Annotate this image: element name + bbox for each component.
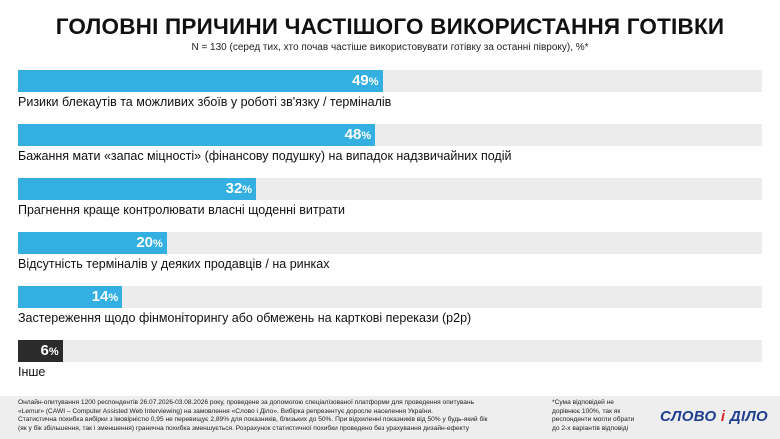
bar-row [18,70,762,110]
sum-note [552,399,652,433]
bar-value-unit: % [153,238,163,250]
bar-value-number: 14 [91,288,109,305]
methodology-note [18,399,530,433]
footer [0,396,780,439]
methodology-line: «Lemur» (CAWI – Computer Assisted Web Interviewing) на замовлення «Слово і Діло». Вибірка репрезентує доросле населення України. [18,407,433,415]
bar-value-label [345,126,371,144]
methodology-line: Онлайн-опитування 1200 респондентів 26.07.2026-03.08.2026 року, проведене за допомогою спеціалізованої платформи для проведення опитувань [18,399,475,406]
bar-row [18,232,762,272]
bar-row [18,178,762,218]
bar-value-label [92,288,118,306]
bar-value-unit: % [361,130,372,142]
bar-value-number: 48 [344,126,362,143]
bar-value-number: 6 [40,342,49,359]
brand-logo [660,408,768,425]
bar-track [18,124,762,146]
methodology-line: Статистична похибка вибірки з імовірністю 0,95 не перевищує 2,89% для показників, близьких до 50%. При відхиленні показників від 50% у будь-який бік [18,416,488,423]
bar [18,178,256,200]
bar-value-number: 49 [352,72,369,89]
bar-category-label: Інше [18,365,46,379]
bar-value-unit: % [48,346,59,358]
bar-value-unit: % [368,76,379,88]
bar [18,286,122,308]
bar-track [18,286,762,308]
bar-value-number: 20 [136,234,154,251]
bar-track [18,340,762,362]
bar-track [18,70,762,92]
bar-value-unit: % [108,292,119,304]
bar-value-label [226,180,252,198]
sum-note-line: до 2-х варіантів відповіді [552,424,629,432]
chart-subtitle: N = 130 (серед тих, хто почав частіше використовувати готівку за останні півроку), %* [191,42,589,53]
logo-word-left: СЛОВО [660,408,717,425]
bar-value-label [352,72,378,90]
bar-category-label: Прагнення краще контролювати власні щоденні витрати [18,203,345,217]
bar-value-label [136,234,162,252]
bar-value-unit: % [242,184,253,196]
sum-note-line: дорівнює 100%, так як [552,407,621,415]
bar-category-label: Бажання мати «запас міцності» (фінансову подушку) на випадок надзвичайних подій [18,149,512,163]
methodology-line: (як у бік збільшення, так і зменшення) гранична похибка зменшується. Розрахунок статистичної похибки проведено без урахування дизайн-ефекту [18,424,469,432]
bar-track [18,232,762,254]
bar-row [18,124,762,164]
sum-note-line: *Сума відповідей не [552,399,614,406]
bar-category-label: Ризики блекаутів та можливих збоїв у роботі зв'язку / терміналів [18,95,392,109]
bar-category-label: Застереження щодо фінмоніторингу або обмежень на карткові перекази (р2р) [18,311,472,325]
bar [18,70,383,92]
bar [18,340,63,362]
bar-value-number: 32 [225,180,243,197]
sum-note-line: респонденти могли обрати [552,416,635,423]
page-title: ГОЛОВНІ ПРИЧИНИ ЧАСТІШОГО ВИКОРИСТАННЯ ГОТІВКИ [55,14,725,39]
bar [18,232,167,254]
bar-track [18,178,762,200]
logo-word-right: ДІЛО [729,408,769,425]
bar-category-label: Відсутність терміналів у деяких продавців / на ринках [18,257,330,271]
logo-amp: і [720,408,726,425]
bar [18,124,375,146]
bar-row [18,340,762,380]
bar-row [18,286,762,326]
bar-value-label [41,342,59,360]
